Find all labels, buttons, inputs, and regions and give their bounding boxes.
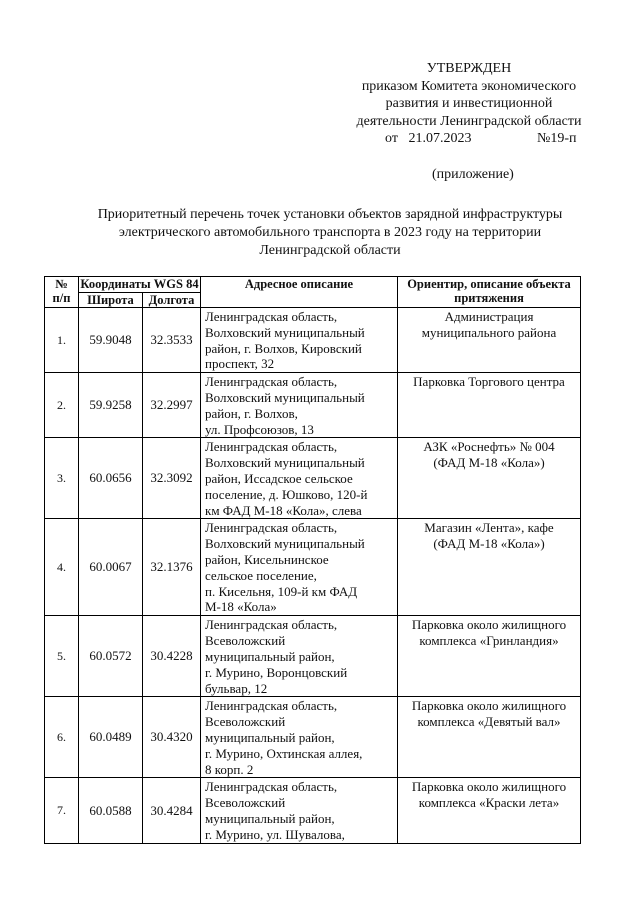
latitude-cell-text: 60.0489: [89, 729, 132, 745]
latitude-cell: [79, 616, 143, 697]
approval-line-1: приказом Комитета экономического: [361, 78, 577, 94]
address-line: Волховский муниципальный: [205, 324, 365, 340]
address-line: муниципальный район,: [205, 810, 335, 826]
address-cell: [201, 373, 398, 438]
address-line: км ФАД М-18 «Кола», слева: [205, 502, 362, 518]
address-line: г. Мурино, ул. Шувалова,: [205, 826, 345, 842]
row-number: [45, 519, 79, 616]
address-line: муниципальный район,: [205, 729, 335, 745]
longitude-cell-text: 30.4284: [150, 802, 193, 818]
address-line: Волховский муниципальный: [205, 536, 365, 552]
landmark-line: Парковка около жилищного: [411, 698, 567, 714]
longitude-cell: [143, 438, 201, 519]
latitude-cell: [79, 778, 143, 843]
approval-order-line: [340, 130, 598, 148]
approval-line-2: развития и инвестиционной: [385, 96, 553, 111]
landmark-cell: [398, 778, 581, 843]
address-line: район, г. Волхов, Кировский: [205, 340, 362, 356]
address-line: район, Кисельнинское: [205, 551, 329, 567]
header-landmark: [398, 277, 581, 308]
address-line: Ленинградская область,: [205, 309, 338, 324]
landmark-line: (ФАД М-18 «Кола»): [433, 536, 545, 552]
address-line: Ленинградская область,: [205, 374, 338, 390]
address-line: г. Мурино, Воронцовский: [205, 664, 348, 680]
document-title-line-1: Приоритетный перечень точек установки объектов зарядной инфраструктуры: [97, 207, 563, 222]
latitude-cell-text: 60.0588: [89, 802, 132, 818]
row-number-text: 2.: [57, 397, 66, 412]
approval-date-prefix: от: [385, 131, 398, 146]
address-line: Всеволожский: [205, 633, 286, 649]
landmark-line: комплекса «Девятый вал»: [417, 714, 561, 730]
latitude-cell: [79, 697, 143, 778]
address-cell: [201, 438, 398, 519]
longitude-cell: [143, 308, 201, 373]
address-line: Волховский муниципальный: [205, 389, 365, 405]
latitude-cell: [79, 308, 143, 373]
address-line: Всеволожский: [205, 795, 286, 811]
row-number-text: 4.: [57, 559, 66, 574]
header-num: [45, 277, 79, 308]
landmark-line: комплекса «Краски лета»: [418, 795, 560, 811]
latitude-cell: [79, 438, 143, 519]
row-number-text: 7.: [57, 803, 66, 818]
charging-points-table: [44, 276, 581, 844]
address-line: муниципальный район,: [205, 648, 335, 664]
landmark-cell: [398, 697, 581, 778]
longitude-cell: [143, 616, 201, 697]
landmark-line: АЗК «Роснефть» № 004: [423, 439, 555, 455]
longitude-cell: [143, 697, 201, 778]
header-lon: Долгота: [143, 293, 201, 308]
address-cell: [201, 519, 398, 616]
table-row: [45, 373, 581, 438]
landmark-line: (ФАД М-18 «Кола»): [433, 455, 545, 471]
latitude-cell-text: 60.0572: [89, 648, 132, 664]
row-number: [45, 616, 79, 697]
latitude-cell-text: 60.0067: [89, 559, 132, 575]
row-number-text: 1.: [57, 332, 66, 347]
table-row: [45, 616, 581, 697]
address-line: п. Кисельня, 109-й км ФАД: [205, 583, 358, 599]
header-coords: Координаты WGS 84: [80, 277, 199, 291]
longitude-cell: [143, 373, 201, 438]
address-line: ул. Профсоюзов, 13: [205, 421, 314, 437]
row-number: [45, 373, 79, 438]
row-number-text: 3.: [57, 470, 66, 485]
table-row: [45, 438, 581, 519]
landmark-cell: [398, 438, 581, 519]
address-line: поселение, д. Юшково, 120-й: [205, 486, 368, 502]
address-line: г. Мурино, Охтинская аллея,: [205, 745, 363, 761]
landmark-line: Магазин «Лента», кафе: [424, 520, 554, 536]
latitude-cell: [79, 373, 143, 438]
approval-line-3: деятельности Ленинградской области: [356, 113, 582, 129]
landmark-line: комплекса «Гринландия»: [419, 633, 559, 649]
address-cell: [201, 778, 398, 843]
row-number: [45, 438, 79, 519]
row-number-text: 6.: [57, 729, 66, 744]
longitude-cell-text: 30.4228: [150, 648, 193, 664]
longitude-cell: [143, 778, 201, 843]
landmark-line: Администрация: [444, 309, 534, 324]
address-line: Ленинградская область,: [205, 617, 338, 633]
address-line: Ленинградская область,: [205, 698, 338, 714]
table-row: [45, 778, 581, 843]
address-line: М-18 «Кола»: [205, 599, 277, 615]
header-lat: Широта: [79, 293, 143, 308]
address-cell: [201, 616, 398, 697]
approval-number: №19-п: [537, 131, 577, 146]
landmark-cell: [398, 519, 581, 616]
longitude-cell-text: 32.3092: [150, 470, 193, 486]
address-line: район, Иссадское сельское: [205, 470, 353, 486]
header-num-line-2: п/п: [52, 291, 71, 305]
longitude-cell-text: 30.4320: [150, 729, 193, 745]
header-landmark-line-1: Ориентир, описание объекта: [407, 277, 571, 291]
document-title-line-2: электрического автомобильного транспорта в 2023 году на территории: [118, 225, 542, 240]
header-landmark-line-2: притяжения: [454, 291, 524, 305]
header-address: Адресное описание: [201, 277, 398, 308]
table-row: [45, 697, 581, 778]
address-line: сельское поселение,: [205, 567, 317, 583]
address-line: Ленинградская область,: [205, 520, 338, 536]
address-line: Ленинградская область,: [205, 779, 338, 795]
document-title-line-3: Ленинградской области: [259, 243, 401, 258]
address-line: проспект, 32: [205, 356, 275, 372]
appendix-label: (приложение): [432, 167, 514, 182]
row-number: [45, 697, 79, 778]
row-number-text: 5.: [57, 648, 66, 663]
longitude-cell: [143, 519, 201, 616]
latitude-cell-text: 59.9258: [89, 397, 132, 413]
longitude-cell-text: 32.3533: [150, 332, 193, 348]
longitude-cell-text: 32.1376: [150, 559, 193, 575]
address-line: Волховский муниципальный: [205, 455, 365, 471]
address-line: 8 корп. 2: [205, 761, 254, 777]
longitude-cell-text: 32.2997: [150, 397, 193, 413]
document-title: [60, 206, 600, 260]
address-cell: [201, 308, 398, 373]
table-row: [45, 519, 581, 616]
approval-date: 21.07.2023: [408, 131, 472, 146]
header-num-line-1: №: [55, 277, 68, 291]
latitude-cell-text: 59.9048: [89, 332, 132, 348]
latitude-cell: [79, 519, 143, 616]
latitude-cell-text: 60.0656: [89, 470, 132, 486]
address-line: район, г. Волхов,: [205, 405, 298, 421]
address-line: бульвар, 12: [205, 680, 268, 696]
row-number: [45, 778, 79, 843]
address-line: Всеволожский: [205, 714, 286, 730]
approval-block: [340, 60, 598, 148]
landmark-cell: [398, 308, 581, 373]
row-number: [45, 308, 79, 373]
landmark-line: Парковка около жилищного: [411, 779, 567, 795]
landmark-cell: [398, 373, 581, 438]
landmark-cell: [398, 616, 581, 697]
landmark-line: Парковка Торгового центра: [413, 374, 565, 390]
approval-title: УТВЕРЖДЕН: [426, 61, 512, 76]
table-row: [45, 308, 581, 373]
address-cell: [201, 697, 398, 778]
landmark-line: Парковка около жилищного: [411, 617, 567, 633]
landmark-line: муниципального района: [421, 324, 557, 340]
address-line: Ленинградская область,: [205, 439, 338, 455]
